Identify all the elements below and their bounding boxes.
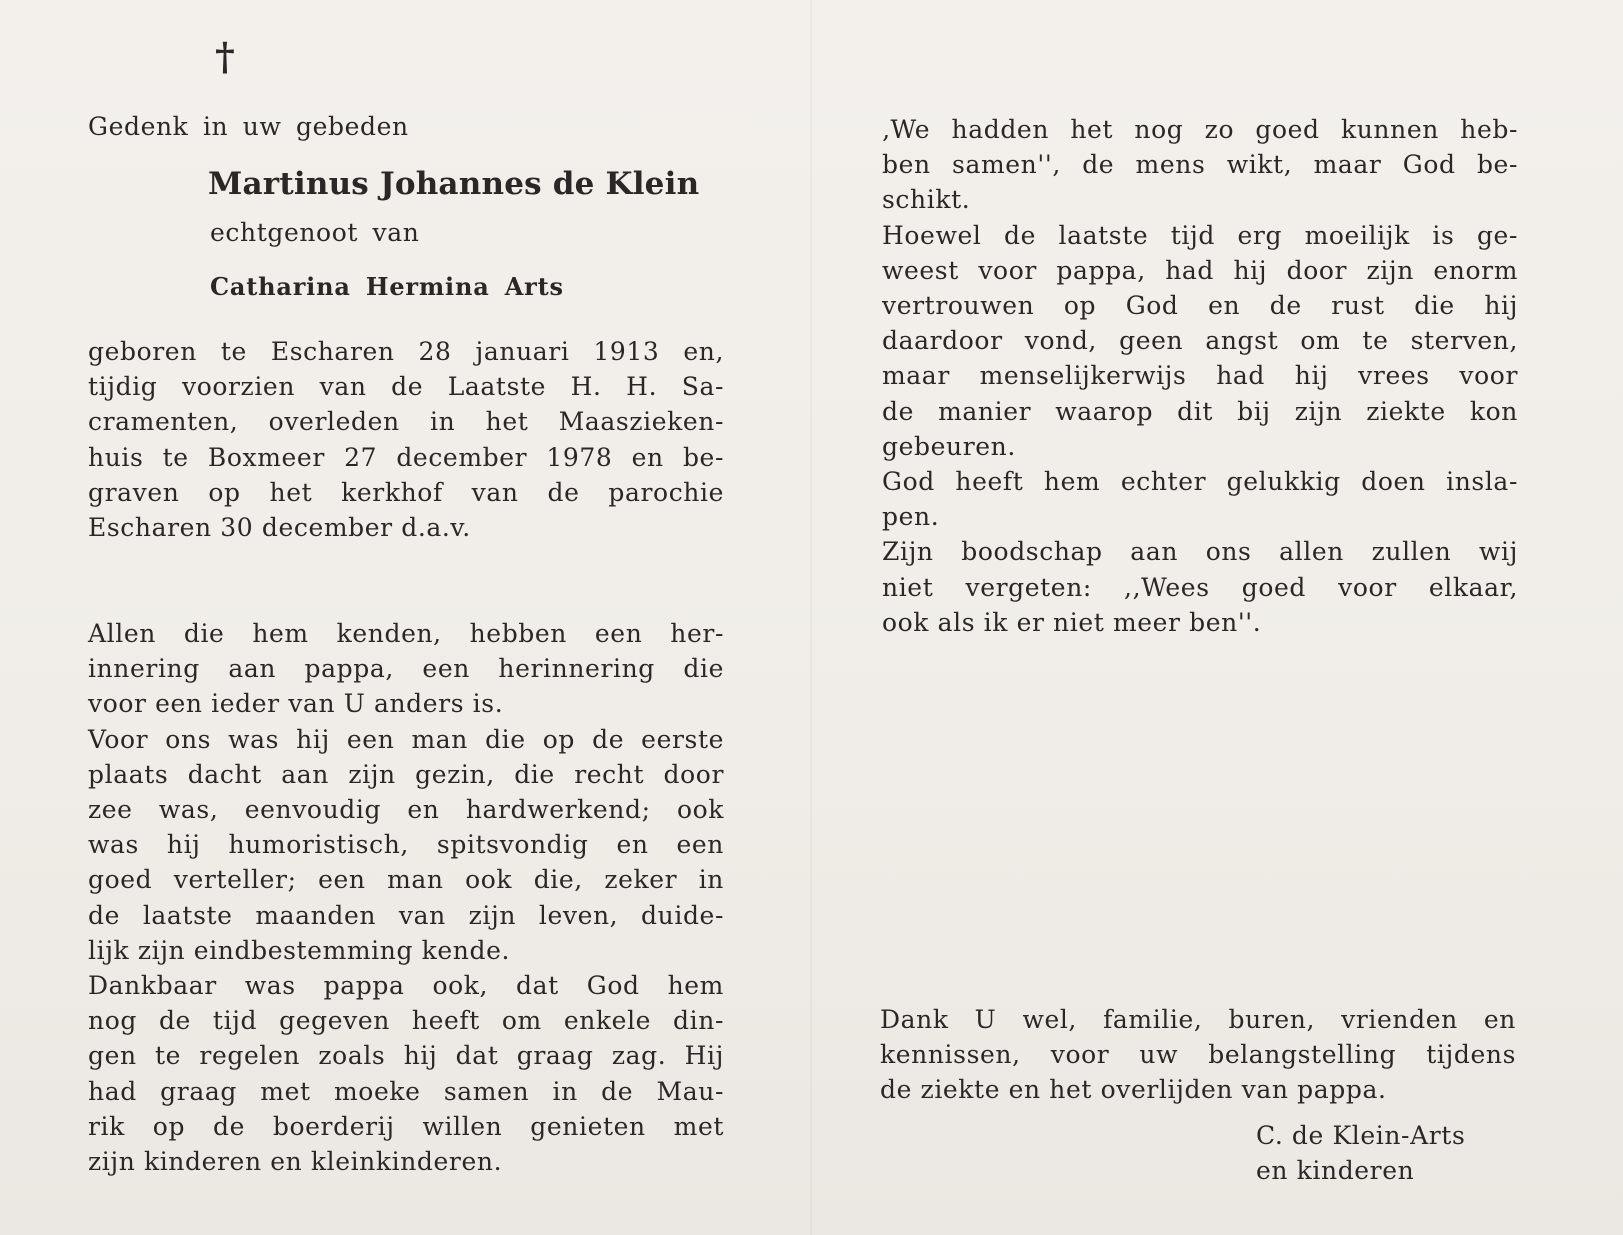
text-line: lijk zijn eindbestemming kende.	[88, 935, 511, 965]
text-line: Dank U wel, familie, buren, vrienden en	[880, 1005, 1516, 1034]
text-line: pen.	[882, 502, 940, 532]
text-line: voor een ieder van U anders is.	[88, 689, 504, 719]
text-line: Voor ons was hij een man die op de eerste	[88, 724, 724, 754]
text-line: Hoewel de laatste tijd erg moeilijk is ge-	[882, 220, 1518, 250]
text-line: ben samen'', de mens wikt, maar God be-	[882, 150, 1518, 180]
text-line: ook als ik er niet meer ben''.	[882, 607, 1262, 637]
text-line: zijn kinderen en kleinkinderen.	[88, 1147, 503, 1177]
signature-line: en kinderen	[1256, 1156, 1415, 1186]
text-line: zee was, eenvoudig en hardwerkend; ook	[88, 795, 724, 825]
text-line: schikt.	[882, 185, 971, 215]
text-line: Allen die hem kenden, hebben een her-	[88, 619, 724, 648]
text-line: was hij humoristisch, spitsvondig en een	[88, 830, 724, 860]
text-line: God heeft hem echter gelukkig doen insla-	[882, 467, 1518, 497]
card-fold	[810, 0, 812, 1235]
signature	[1256, 1118, 1465, 1188]
signature-line: C. de Klein-Arts	[1256, 1121, 1466, 1150]
text-line: tijdig voorzien van de Laatste H. H. Sa-	[88, 372, 724, 402]
text-line: gebeuren.	[882, 431, 1016, 461]
text-line: niet vergeten: ,,Wees goed voor elkaar,	[882, 572, 1518, 602]
intro-text: Gedenk in uw gebeden	[88, 112, 409, 141]
memorial-paragraph	[88, 616, 724, 1179]
text-line: plaats dacht aan zijn gezin, die recht door	[88, 759, 724, 789]
text-line: innering aan pappa, een herinnering die	[88, 654, 724, 684]
text-line: weest voor pappa, had hij door zijn enorm	[882, 255, 1518, 285]
text-line: geboren te Escharen 28 januari 1913 en,	[88, 337, 724, 366]
spouse-relation: echtgenoot van	[210, 218, 420, 247]
reflection-paragraph	[882, 112, 1518, 640]
text-line: de laatste maanden van zijn leven, duide-	[88, 900, 724, 930]
text-line: Zijn boodschap aan ons allen zullen wij	[882, 537, 1518, 567]
deceased-name: Martinus Johannes de Klein	[208, 166, 700, 202]
text-line: de ziekte en het overlijden van pappa.	[880, 1075, 1387, 1105]
spouse-name: Catharina Hermina Arts	[210, 272, 564, 301]
text-line: goed verteller; een man ook die, zeker in	[88, 865, 724, 895]
cross-icon: †	[215, 34, 235, 79]
text-line: de manier waarop dit bij zijn ziekte kon	[882, 396, 1518, 426]
text-line: cramenten, overleden in het Maaszieken-	[88, 407, 724, 437]
text-line: huis te Boxmeer 27 december 1978 en be-	[88, 442, 724, 472]
text-line: kennissen, voor uw belangstelling tijdens	[880, 1040, 1516, 1070]
text-line: vertrouwen op God en de rust die hij	[882, 291, 1518, 321]
text-line: maar menselijkerwijs had hij vrees voor	[882, 361, 1518, 391]
birth-paragraph	[88, 334, 724, 545]
text-line: gen te regelen zoals hij dat graag zag. Hij	[88, 1041, 724, 1071]
text-line: Dankbaar was pappa ook, dat God hem	[88, 971, 724, 1001]
text-line: nog de tijd gegeven heeft om enkele din-	[88, 1006, 724, 1036]
text-line: graven op het kerkhof van de parochie	[88, 477, 724, 507]
text-line: had graag met moeke samen in de Mau-	[88, 1076, 724, 1106]
thanks-paragraph	[880, 1002, 1516, 1108]
text-line: Escharen 30 december d.a.v.	[88, 513, 471, 543]
text-line: ‚We hadden het nog zo goed kunnen heb-	[882, 115, 1518, 144]
text-line: rik op de boerderij willen genieten met	[88, 1111, 724, 1141]
text-line: daardoor vond, geen angst om te sterven,	[882, 326, 1518, 356]
